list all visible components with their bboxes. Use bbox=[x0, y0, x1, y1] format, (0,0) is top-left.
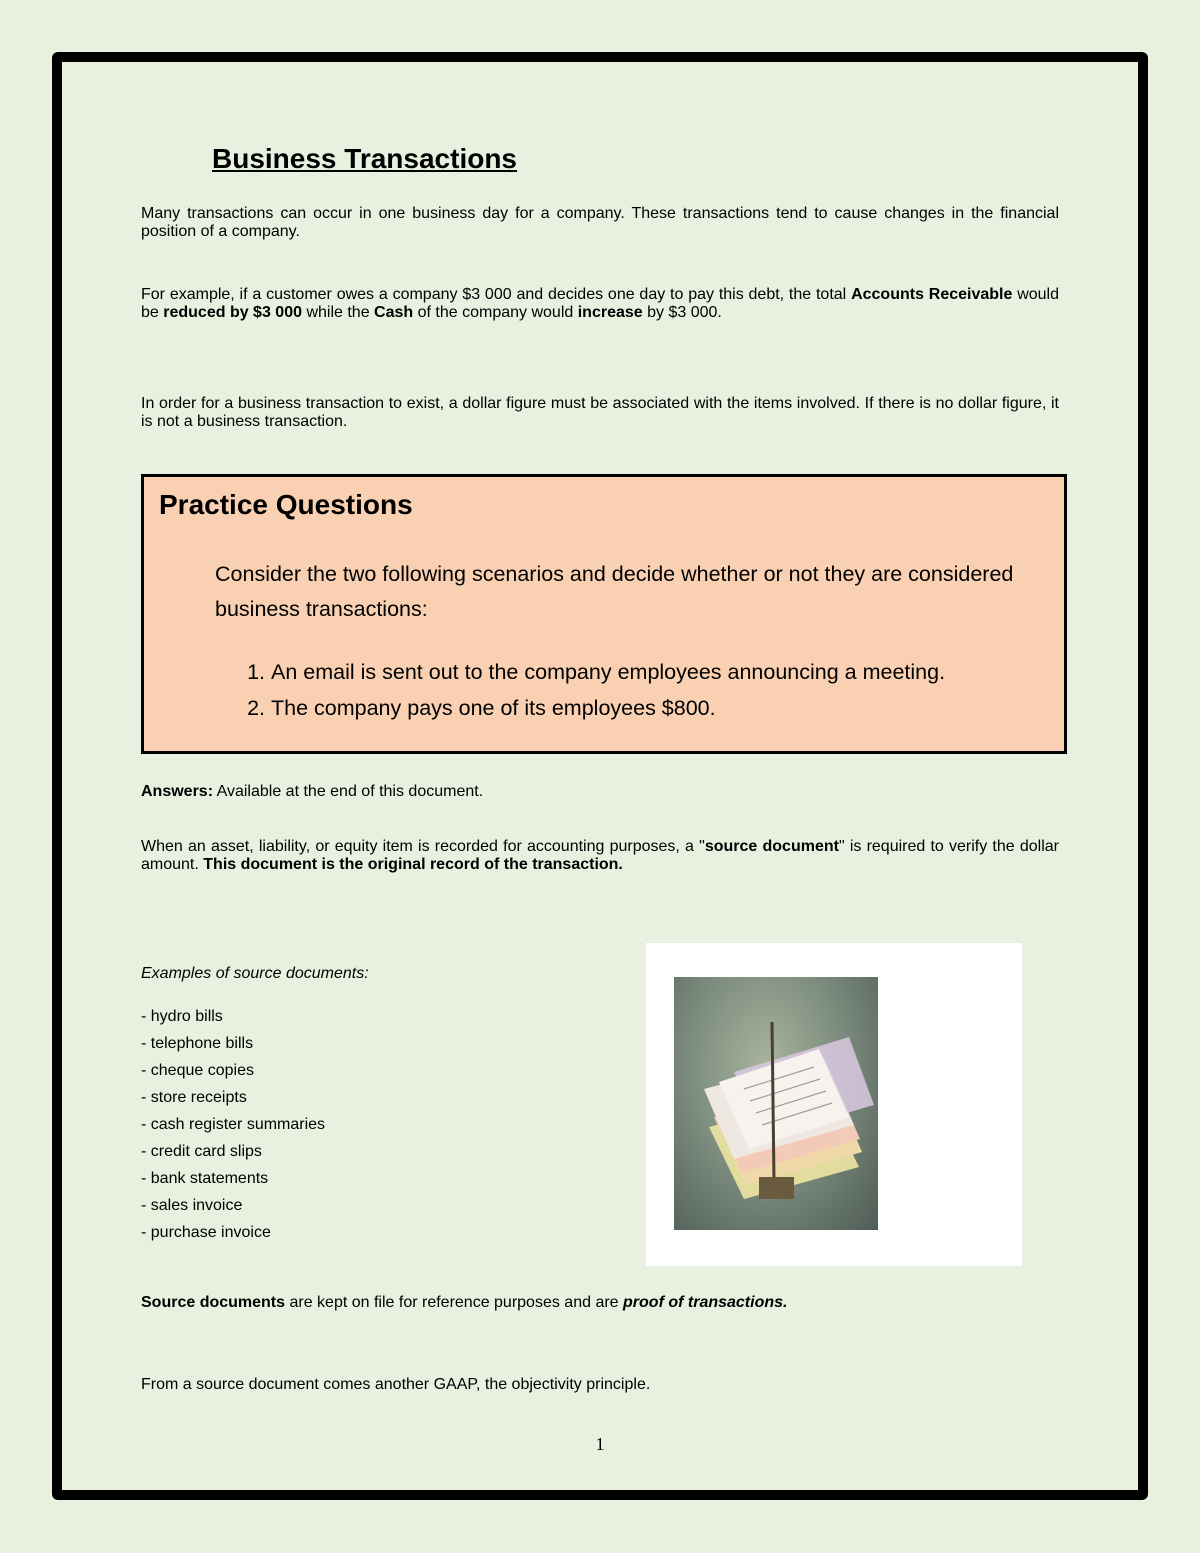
practice-list bbox=[215, 654, 945, 726]
text-span: of the company would bbox=[413, 304, 578, 321]
term-source-document: source document bbox=[704, 838, 839, 855]
list-item: - store receipts bbox=[141, 1089, 247, 1106]
list-item: - purchase invoice bbox=[141, 1224, 271, 1241]
term-accounts-receivable: Accounts Receivable bbox=[851, 286, 1013, 303]
practice-item: 1. An email is sent out to the company employees announcing a meeting. bbox=[271, 654, 945, 690]
practice-questions-box bbox=[141, 474, 1067, 754]
page-title: Business Transactions bbox=[212, 143, 518, 174]
receipts-photo-frame bbox=[646, 943, 1022, 1266]
intro-paragraph-3: In order for a business transaction to exist, a dollar figure must be associated with the items involved. If there is no dollar figure, it is not a business transaction. bbox=[141, 395, 1059, 430]
answers-text: Available at the end of this document. bbox=[213, 783, 484, 800]
gaap-paragraph: From a source document comes another GAAP, the objectivity principle. bbox=[141, 1376, 651, 1393]
page-number: 1 bbox=[595, 1434, 605, 1454]
proof-of-transactions-text: proof of transactions. bbox=[623, 1294, 788, 1311]
text-span: When an asset, liability, or equity item is recorded for accounting purposes, a " bbox=[141, 838, 705, 855]
practice-heading: Practice Questions bbox=[159, 489, 413, 520]
text-span: For example, if a customer owes a company $3 000 and decides one day to pay this debt, the total bbox=[141, 286, 852, 303]
list-item: - cash register summaries bbox=[141, 1116, 326, 1133]
answers-line bbox=[141, 783, 1059, 801]
intro-paragraph-2 bbox=[141, 286, 1059, 322]
answers-label: Answers: bbox=[141, 783, 214, 800]
original-record-statement: This document is the original record of the transaction. bbox=[203, 856, 623, 873]
list-item: - cheque copies bbox=[141, 1062, 254, 1079]
examples-heading-text: Examples of source documents: bbox=[141, 965, 369, 982]
receipts-photo bbox=[674, 977, 878, 1230]
text-span: by $3 000. bbox=[642, 304, 722, 321]
term-reduced: reduced by $3 000 bbox=[163, 304, 302, 321]
list-item: - hydro bills bbox=[141, 1008, 223, 1025]
list-item: - bank statements bbox=[141, 1170, 269, 1187]
list-item: - sales invoice bbox=[141, 1197, 243, 1214]
term-source-documents: Source documents bbox=[141, 1294, 286, 1311]
term-increase: increase bbox=[577, 304, 643, 321]
list-item: - telephone bills bbox=[141, 1035, 254, 1052]
source-document-paragraph bbox=[141, 838, 1059, 874]
practice-item: 2. The company pays one of its employees $800. bbox=[271, 690, 945, 726]
proof-of-transactions bbox=[623, 1294, 787, 1311]
examples-list bbox=[141, 1003, 621, 1246]
list-item: - credit card slips bbox=[141, 1143, 262, 1160]
stacked-receipts-illustration bbox=[674, 977, 878, 1230]
text-span: while the bbox=[302, 304, 375, 321]
term-cash: Cash bbox=[374, 304, 414, 321]
intro-paragraph-1: Many transactions can occur in one business day for a company. These transactions tend to cause changes in the financial position of a company. bbox=[141, 205, 1059, 240]
practice-intro: Consider the two following scenarios and decide whether or not they are considered business transactions: bbox=[215, 562, 1014, 621]
source-documents-kept-paragraph bbox=[141, 1294, 1059, 1312]
page-border bbox=[52, 52, 1148, 1500]
text-span: are kept on file for reference purposes and are bbox=[285, 1294, 624, 1311]
text-span: would be bbox=[141, 286, 1060, 321]
examples-heading bbox=[141, 965, 621, 983]
text-span: " is required to verify the dollar amount. bbox=[141, 838, 1059, 873]
